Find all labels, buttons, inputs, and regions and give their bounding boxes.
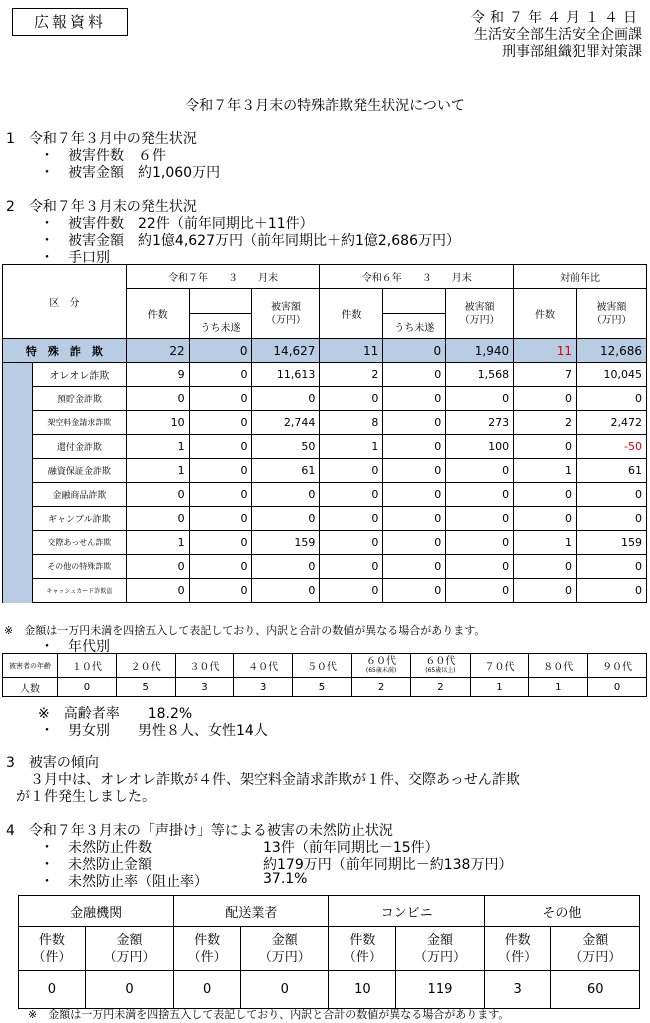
table-row: [3, 459, 647, 483]
cell: 1: [514, 459, 577, 483]
cell: 0: [446, 459, 514, 483]
age-count: 0: [588, 678, 647, 697]
cell: 11,613: [252, 363, 320, 387]
value-cell: 119: [396, 971, 484, 1009]
section1-item: ・ 被害金額 約1,060万円: [40, 165, 221, 181]
age-count: 1: [470, 678, 529, 697]
cell: 0: [189, 579, 252, 603]
kubun-header: 区 分: [3, 265, 127, 339]
prevention-amount-value: 約179万円（前年同期比－約138万円）: [263, 857, 513, 873]
row-label: 預貯金詐欺: [32, 387, 126, 411]
department-1: 生活安全部生活安全企画課: [474, 27, 642, 43]
cell: 8: [320, 411, 383, 435]
table-row: [3, 507, 647, 531]
header-spacer: [189, 289, 252, 314]
section3-body: ３月中は、オレオレ詐欺が４件、架空料金請求詐欺が１件、交際あっせん詐欺: [30, 772, 520, 788]
cell: 100: [446, 435, 514, 459]
row-label: ギャンブル詐欺: [32, 507, 126, 531]
cell: 0: [383, 387, 446, 411]
header-spacer: [383, 289, 446, 314]
row-label: 還付金詐欺: [32, 435, 126, 459]
cell: 0: [514, 435, 577, 459]
prevention-rate-value: 37.1%: [263, 871, 308, 887]
cell: 0: [189, 555, 252, 579]
cell: 61: [252, 459, 320, 483]
cell: 1: [320, 435, 383, 459]
cell: 0: [383, 411, 446, 435]
age-count: 0: [58, 678, 117, 697]
cell: 22: [126, 339, 189, 363]
cell: 0: [189, 435, 252, 459]
table-row: [3, 483, 647, 507]
table-row: [3, 579, 647, 603]
value-cell: 0: [241, 971, 329, 1009]
elderly-rate: ※ 高齢者率 18.2%: [38, 706, 193, 722]
cell: 0: [383, 483, 446, 507]
row-label: 融資保証金詐欺: [32, 459, 126, 483]
cell: 0: [126, 483, 189, 507]
amount-header: 被害額 （万円）: [252, 289, 320, 339]
cell: 0: [446, 387, 514, 411]
cell: 0: [252, 579, 320, 603]
department-2: 刑事部組織犯罪対策課: [502, 44, 642, 60]
prevention-count-value: 13件（前年同期比－15件）: [263, 840, 439, 856]
cell: 0: [577, 555, 647, 579]
cell: 0: [189, 531, 252, 555]
cell: 0: [252, 387, 320, 411]
cell: 2: [514, 411, 577, 435]
section4-heading: 4 令和７年３月末の「声掛け」等による被害の未然防止状況: [6, 823, 393, 839]
table-row: [3, 363, 647, 387]
count-header: 件数: [514, 289, 577, 339]
cell: 0: [514, 483, 577, 507]
age-count: 5: [293, 678, 352, 697]
section3-heading: 3 被害の傾向: [6, 755, 99, 771]
prevention-count-label: ・ 未然防止件数: [40, 840, 152, 856]
cell: 1,568: [446, 363, 514, 387]
table-note: ※ 金額は一万円未満を四捨五入して表記しており、内訳と合計の数値が異なる場合があります。: [4, 624, 486, 637]
cell: 0: [446, 507, 514, 531]
header-info: [471, 10, 642, 61]
sub-header-count: 件数 （件）: [329, 927, 396, 971]
row-label: 金融商品詐欺: [32, 483, 126, 507]
group-header: 金融機関: [19, 896, 174, 927]
cell: 0: [189, 459, 252, 483]
cell: 50: [252, 435, 320, 459]
cell: 0: [446, 483, 514, 507]
cell: 0: [383, 339, 446, 363]
cell: 0: [320, 555, 383, 579]
sub-header-count: 件数 （件）: [19, 927, 86, 971]
cell: 159: [252, 531, 320, 555]
fraud-method-table: [2, 264, 647, 603]
cell: 0: [126, 555, 189, 579]
cell: 0: [320, 579, 383, 603]
section3-body: が１件発生しました。: [16, 789, 156, 805]
cell: 7: [514, 363, 577, 387]
age-col: ４０代: [234, 654, 293, 678]
cell: 0: [189, 387, 252, 411]
cell: 0: [126, 579, 189, 603]
sub-header-amount: 金額 （万円）: [396, 927, 484, 971]
table-row: [3, 555, 647, 579]
cell: 0: [320, 387, 383, 411]
cell: 0: [320, 507, 383, 531]
section2-item: ・ 被害金額 約1億4,627万円（前年同期比＋約1億2,686万円）: [40, 233, 460, 249]
count-header: 件数: [320, 289, 383, 339]
value-cell: 3: [484, 971, 551, 1009]
release-date: 令和７年４月１４日: [471, 10, 642, 26]
cell: 0: [252, 555, 320, 579]
row-label: 交際あっせん詐欺: [32, 531, 126, 555]
cell: 0: [514, 579, 577, 603]
cell: 0: [320, 483, 383, 507]
age-col: ２０代: [116, 654, 175, 678]
cell: 0: [577, 579, 647, 603]
cell: 0: [577, 387, 647, 411]
cell: 273: [446, 411, 514, 435]
cell: 1: [126, 459, 189, 483]
cell: 0: [383, 435, 446, 459]
cell: 14,627: [252, 339, 320, 363]
age-count: 3: [234, 678, 293, 697]
amount-header: 被害額 （万円）: [577, 289, 647, 339]
sub-header-amount: 金額 （万円）: [551, 927, 640, 971]
cell: 10,045: [577, 363, 647, 387]
row-label: オレオレ詐欺: [32, 363, 126, 387]
cell: 0: [446, 555, 514, 579]
sub-header-amount: 金額 （万円）: [85, 927, 173, 971]
gender-breakdown: ・ 男女別 男性８人、女性14人: [40, 723, 268, 739]
prevention-table: [18, 895, 640, 1009]
cell: 2,744: [252, 411, 320, 435]
press-release-label: 広報資料: [12, 8, 128, 36]
age-col: ７０代: [470, 654, 529, 678]
table-row: [3, 387, 647, 411]
section1-item: ・ 被害件数 ６件: [40, 148, 166, 164]
group-header: その他: [484, 896, 639, 927]
cell: 0: [320, 459, 383, 483]
cell: 1: [126, 531, 189, 555]
prevention-amount-label: ・ 未然防止金額: [40, 857, 152, 873]
cell: 1,940: [446, 339, 514, 363]
cell: 0: [383, 531, 446, 555]
row-label: 特 殊 詐 欺: [3, 339, 127, 363]
age-count: 2: [411, 678, 470, 697]
cell: 1: [514, 531, 577, 555]
row-label: 架空料金請求詐欺: [32, 411, 126, 435]
age-row-label: 被害者の年齢: [3, 654, 58, 678]
value-cell: 10: [329, 971, 396, 1009]
age-col: ９０代: [588, 654, 647, 678]
sub-header-count: 件数 （件）: [174, 927, 241, 971]
prevention-rate-label: ・ 未然防止率（阻止率）: [40, 874, 208, 890]
section2-heading: 2 令和７年３月末の発生状況: [6, 199, 197, 215]
row-label: その他の特殊詐欺: [32, 555, 126, 579]
sub-header-amount: 金額 （万円）: [241, 927, 329, 971]
age-heading: ・ 年代別: [40, 639, 110, 655]
age-col: １０代: [58, 654, 117, 678]
section1-heading: 1 令和７年３月中の発生状況: [6, 131, 197, 147]
prevention-note: ※ 金額は一万円未満を四捨五入して表記しており、内訳と合計の数値が異なる場合があります。: [28, 1008, 510, 1021]
cell: 0: [577, 507, 647, 531]
cell: 0: [446, 531, 514, 555]
age-row-label: 人数: [3, 678, 58, 697]
cell: 9: [126, 363, 189, 387]
cell: 2: [320, 363, 383, 387]
page-title: 令和７年３月末の特殊詐欺発生状況について: [185, 98, 465, 114]
sub-header-count: 件数 （件）: [484, 927, 551, 971]
cell: 10: [126, 411, 189, 435]
value-cell: 0: [19, 971, 86, 1009]
value-cell: 0: [85, 971, 173, 1009]
cell: 0: [252, 483, 320, 507]
cell: 0: [514, 387, 577, 411]
age-col: ６０代 (65歳以上): [411, 654, 470, 678]
value-cell: 0: [174, 971, 241, 1009]
cell: 0: [126, 387, 189, 411]
cell: 0: [514, 507, 577, 531]
period-r6-header: 令和６年 ３ 月末: [320, 265, 514, 289]
age-table: [2, 653, 647, 697]
cell: 0: [189, 363, 252, 387]
cell: 61: [577, 459, 647, 483]
cell: 0: [514, 555, 577, 579]
period-r7-header: 令和７年 ３ 月末: [126, 265, 320, 289]
cell: 0: [577, 483, 647, 507]
table-row: [3, 531, 647, 555]
amount-header: 被害額 （万円）: [446, 289, 514, 339]
section2-item: ・ 手口別: [40, 250, 110, 266]
age-count: 1: [529, 678, 588, 697]
table-row: [3, 411, 647, 435]
section2-item: ・ 被害件数 22件（前年同期比＋11件）: [40, 216, 314, 232]
cell: 2,472: [577, 411, 647, 435]
count-header: 件数: [126, 289, 189, 339]
table-row-total: [3, 339, 647, 363]
cell: 0: [383, 459, 446, 483]
cell: 0: [383, 507, 446, 531]
value-cell: 60: [551, 971, 640, 1009]
cell: 0: [189, 411, 252, 435]
age-col: ８０代: [529, 654, 588, 678]
age-count: 3: [175, 678, 234, 697]
cell: 0: [189, 483, 252, 507]
cell: 0: [446, 579, 514, 603]
yoy-header: 対前年比: [514, 265, 647, 289]
cell: 12,686: [577, 339, 647, 363]
cell: 0: [126, 507, 189, 531]
age-col: ５０代: [293, 654, 352, 678]
cell: 0: [252, 507, 320, 531]
cell: 11: [320, 339, 383, 363]
cell: 0: [189, 339, 252, 363]
cell: 159: [577, 531, 647, 555]
table-row: [3, 435, 647, 459]
age-col: ６０代 (65歳未満): [351, 654, 410, 678]
cell: 0: [320, 531, 383, 555]
attempt-header: うち未遂: [383, 314, 446, 339]
cell: 0: [189, 507, 252, 531]
age-count: 2: [351, 678, 410, 697]
cell: 0: [383, 555, 446, 579]
age-count: 5: [116, 678, 175, 697]
row-label: キャッシュカード詐欺盗: [32, 579, 126, 603]
attempt-header: うち未遂: [189, 314, 252, 339]
cell: 0: [383, 579, 446, 603]
cell: 1: [126, 435, 189, 459]
cell: 11: [514, 339, 577, 363]
group-header: コンビニ: [329, 896, 484, 927]
cell: -50: [577, 435, 647, 459]
group-header: 配送業者: [174, 896, 329, 927]
cell: 0: [383, 363, 446, 387]
age-col: ３０代: [175, 654, 234, 678]
row-group-indent: [3, 363, 33, 603]
